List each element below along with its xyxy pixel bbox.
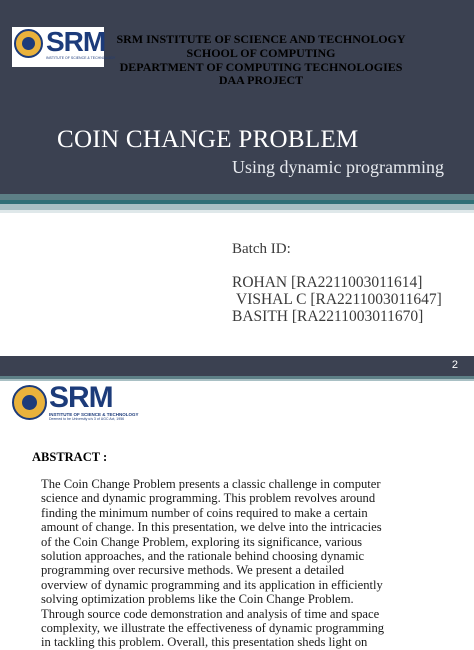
abstract-line: programming over recursive methods. We present a detailed <box>41 563 344 578</box>
abstract-line: of the Coin Change Problem, exploring its significance, various <box>41 534 363 549</box>
abstract-line: solution approaches, and the rationale behind choosing dynamic <box>41 549 365 564</box>
team-member: BASITH [RA2211003011670] <box>232 308 424 325</box>
srm-emblem-icon <box>12 385 47 420</box>
header-divider-stripe <box>0 210 474 213</box>
slide-subtitle: Using dynamic programming <box>232 157 444 177</box>
abstract-line: solving optimization problems like the Coin Change Problem. <box>41 592 354 607</box>
logo-text: SRM <box>49 381 113 414</box>
abstract-line: overview of dynamic programming and its application in efficiently <box>41 577 383 592</box>
srm-logo <box>12 26 116 67</box>
institution-line: DAA PROJECT <box>218 73 304 88</box>
srm-logo <box>11 381 139 424</box>
institution-line: SRM INSTITUTE OF SCIENCE AND TECHNOLOGY <box>116 32 406 46</box>
institution-heading <box>104 33 418 88</box>
team-member: VISHAL C [RA2211003011647] <box>236 291 442 308</box>
logo-subtext: INSTITUTE OF SCIENCE & TECHNOLOGY <box>46 56 116 60</box>
abstract-line: Through source code demonstration and analysis of time and space <box>41 606 380 621</box>
abstract-heading: ABSTRACT : <box>32 450 108 464</box>
slide-header-bar <box>0 356 474 376</box>
slide-title: COIN CHANGE PROBLEM <box>57 126 359 153</box>
batch-id-label: Batch ID: <box>232 241 291 257</box>
logo-text: SRM <box>46 26 106 57</box>
abstract-line: finding the minimum number of coins required to make a certain <box>41 505 368 520</box>
institution-line: SCHOOL OF COMPUTING <box>186 45 336 60</box>
abstract-text <box>41 477 433 650</box>
abstract-line: amount of change. In this presentation, we delve into the intricacies <box>41 520 382 535</box>
logo-subtext: INSTITUTE OF SCIENCE & TECHNOLOGY <box>49 412 139 417</box>
logo-subtext: Deemed to be University u/s 3 of UGC Act, 1956 <box>49 417 125 421</box>
abstract-line: science and dynamic programming. This problem revolves around <box>41 491 376 506</box>
team-member: ROHAN [RA2211003011614] <box>232 274 423 291</box>
srm-emblem-icon <box>14 29 43 58</box>
institution-line: DEPARTMENT OF COMPUTING TECHNOLOGIES <box>119 59 403 74</box>
abstract-line: The Coin Change Problem presents a classic challenge in computer <box>41 477 381 491</box>
abstract-slide <box>0 356 474 650</box>
page-number: 2 <box>451 359 458 371</box>
abstract-line: complexity, we illustrate the effectiveness of dynamic programming <box>41 621 385 636</box>
abstract-line: in tackling this problem. Overall, this presentation sheds light on <box>41 635 368 650</box>
